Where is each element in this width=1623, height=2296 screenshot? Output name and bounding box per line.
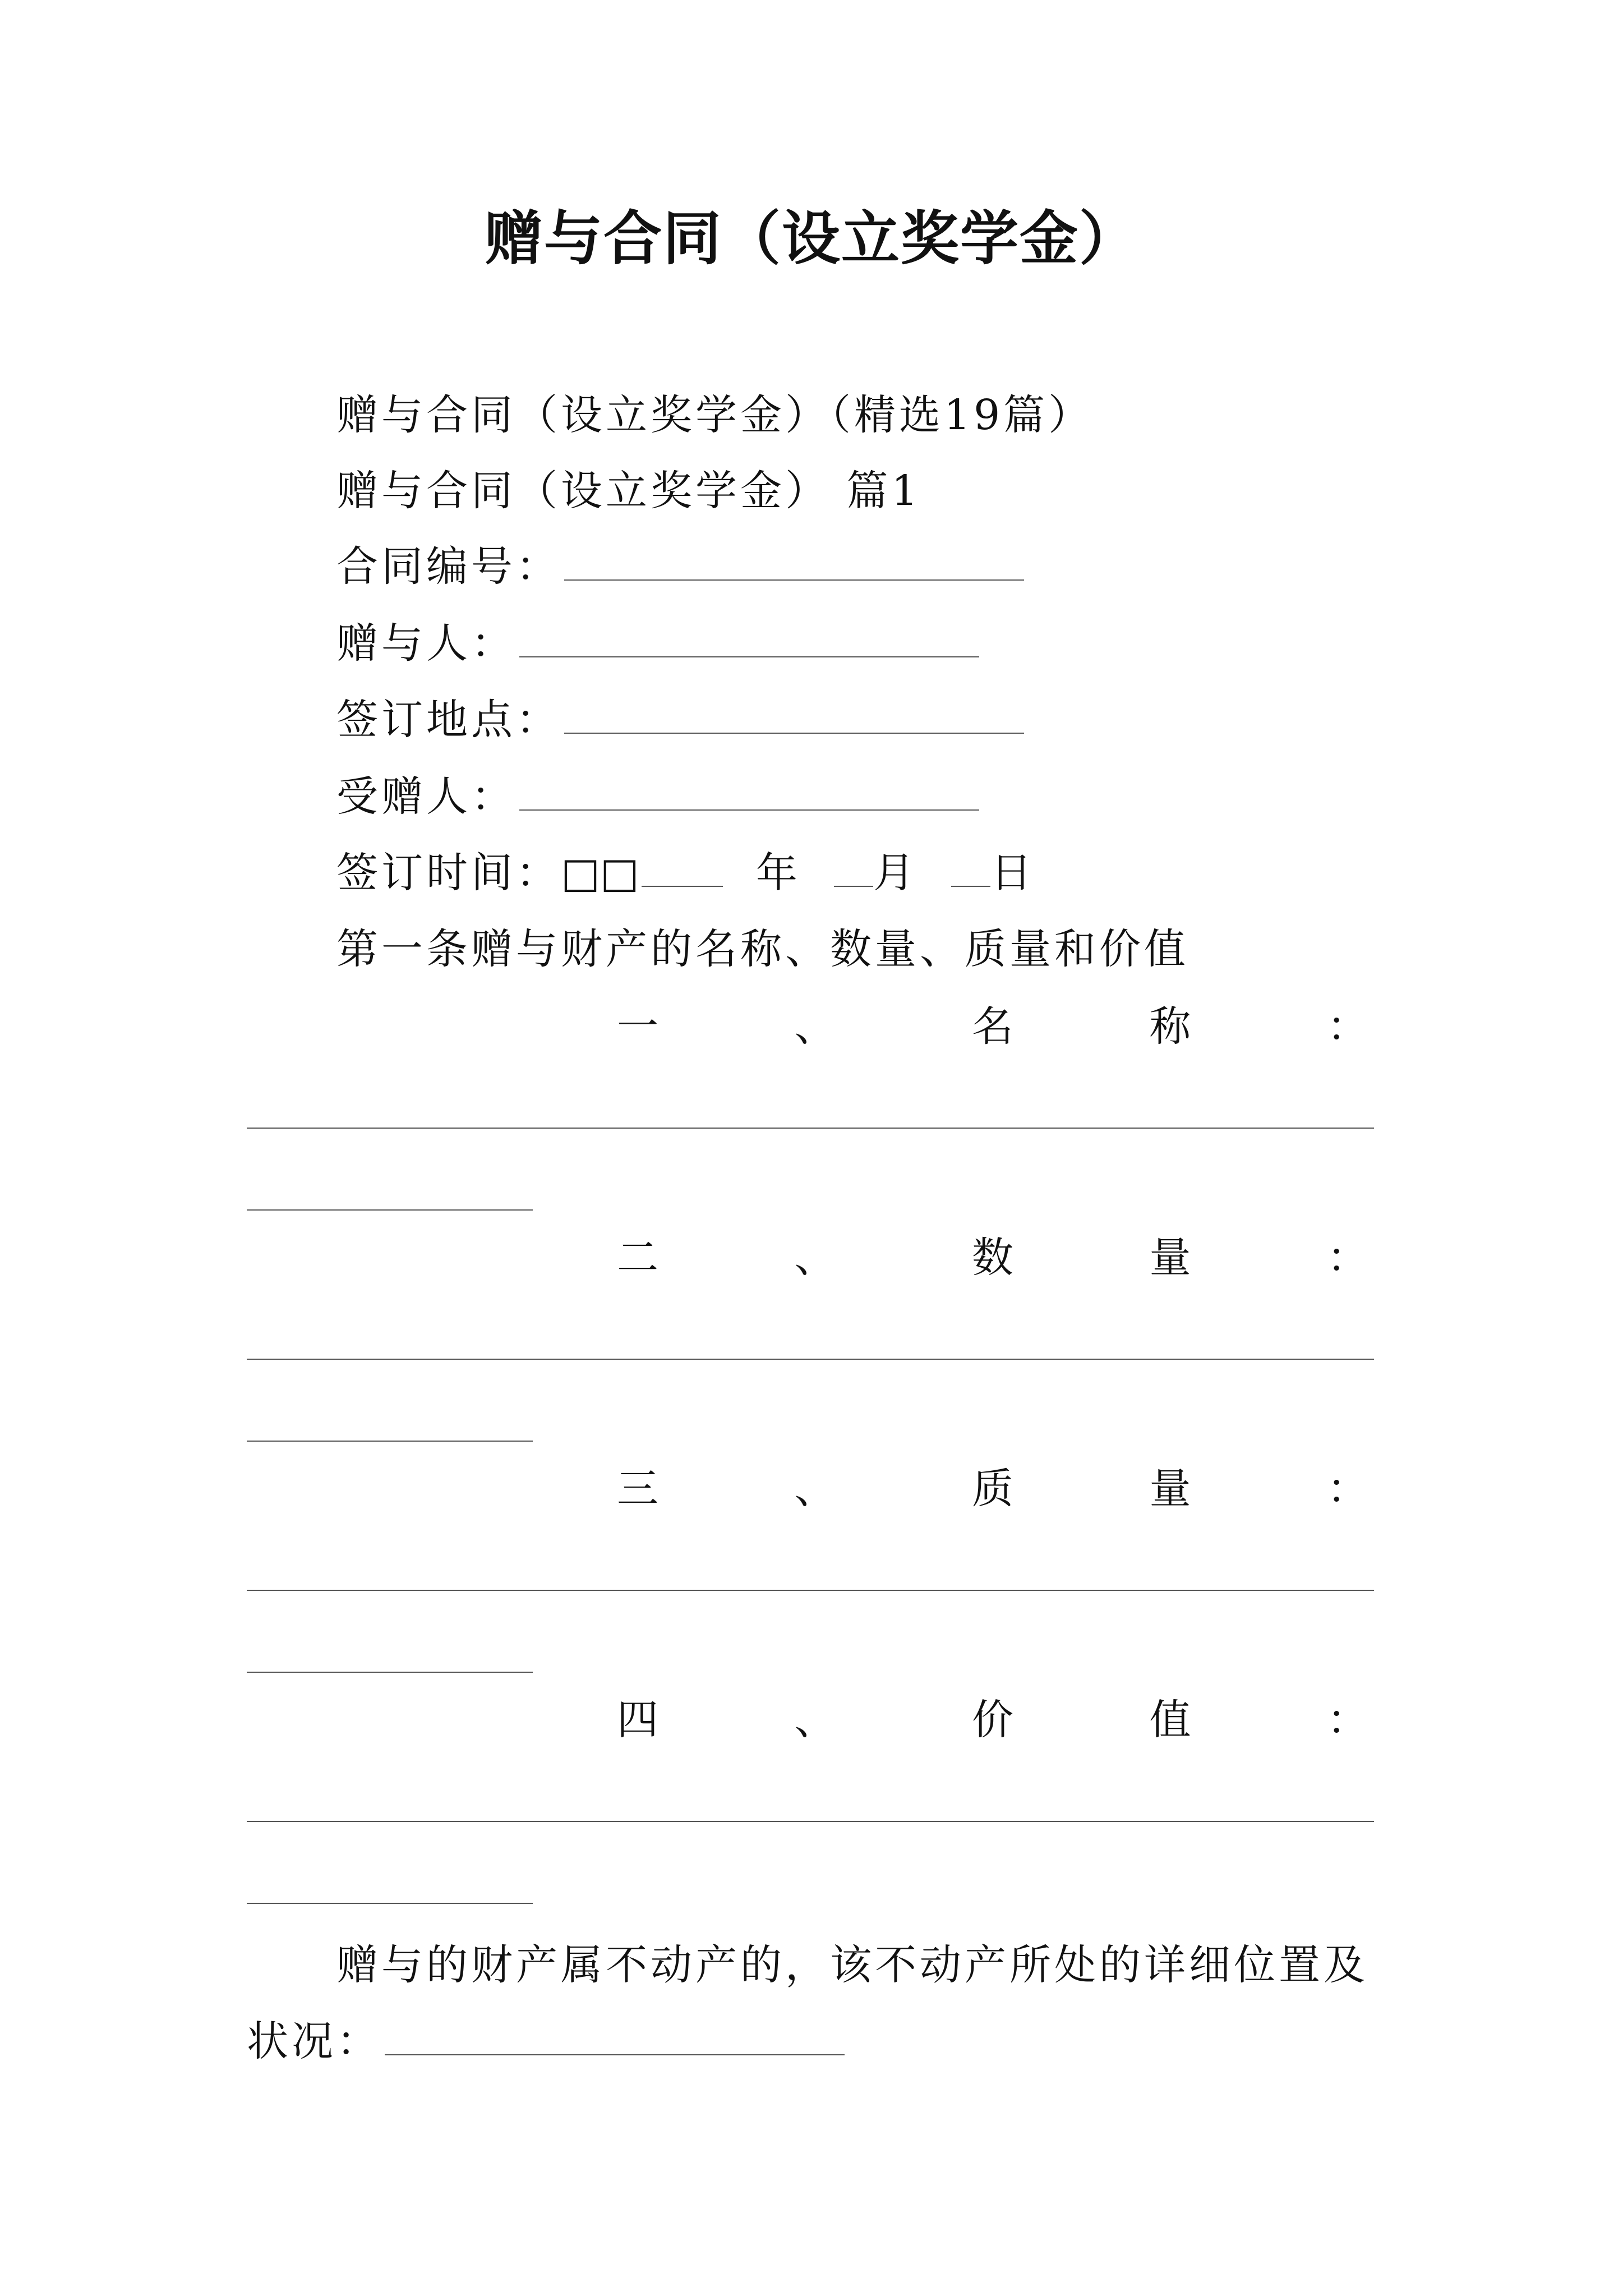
subtitle-text: 赠与合同（设立奖学金）（精选19篇） — [336, 391, 1094, 439]
section-heading-text: 赠与合同（设立奖学金） 篇1 — [336, 467, 921, 515]
contract-number-label: 合同编号： — [336, 542, 561, 591]
day-label: 日 — [990, 849, 1035, 897]
item-separator: 、 — [794, 1465, 836, 1513]
sign-time-row — [336, 845, 1035, 901]
real-estate-paragraph — [247, 1927, 1396, 2079]
donor-row — [336, 615, 979, 671]
article-one-heading — [336, 921, 1189, 977]
contract-number-field[interactable] — [564, 546, 1024, 581]
item-separator: 、 — [794, 1696, 836, 1744]
item-quality-field-continued[interactable] — [247, 1672, 533, 1673]
sign-place-field[interactable] — [564, 699, 1024, 734]
item-label-char: 量 — [1149, 1465, 1191, 1513]
item-quantity-field[interactable] — [247, 1359, 1374, 1360]
item-colon: ： — [1327, 1002, 1368, 1051]
sign-place-row — [336, 692, 1024, 748]
item-value-row — [617, 1692, 1368, 1748]
item-separator: 、 — [794, 1234, 836, 1282]
item-name-row — [617, 999, 1368, 1055]
item-name-field[interactable] — [247, 1128, 1374, 1129]
item-quality-row — [617, 1461, 1368, 1517]
item-label-char: 称 — [1149, 1002, 1191, 1051]
item-number: 二 — [617, 1234, 658, 1282]
item-colon: ： — [1327, 1465, 1368, 1513]
month-field[interactable] — [834, 852, 873, 887]
item-number: 三 — [617, 1465, 658, 1513]
document-title: 赠与合同（设立奖学金） — [484, 204, 1138, 273]
item-label-char: 量 — [1149, 1234, 1191, 1282]
sign-place-label: 签订地点： — [336, 696, 561, 744]
item-label-char: 值 — [1149, 1696, 1191, 1744]
real-estate-field[interactable] — [385, 2021, 845, 2055]
item-value-field-continued[interactable] — [247, 1903, 533, 1904]
item-name-field-continued[interactable] — [247, 1209, 533, 1211]
real-estate-text: 赠与的财产属不动产的，该不动产所处的详细位置及状况： — [247, 1941, 1368, 2065]
sign-time-label: 签订时间： — [336, 849, 561, 897]
article-one-heading-text: 第一条赠与财产的名称、数量、质量和价值 — [336, 925, 1189, 973]
item-colon: ： — [1327, 1234, 1368, 1282]
donor-label: 赠与人： — [336, 619, 516, 668]
item-label-char: 名 — [972, 1002, 1013, 1051]
contract-number-row — [336, 539, 1024, 595]
donor-field[interactable] — [519, 623, 979, 657]
item-label-char: 价 — [972, 1696, 1013, 1744]
donee-label: 受赠人： — [336, 772, 516, 821]
item-quality-field[interactable] — [247, 1590, 1374, 1591]
year-field[interactable] — [642, 852, 723, 887]
donee-row — [336, 769, 979, 825]
item-separator: 、 — [794, 1002, 836, 1051]
month-label: 月 — [873, 849, 918, 897]
sign-time-boxes: □□ — [561, 849, 639, 897]
donee-field[interactable] — [519, 776, 979, 811]
item-quantity-row — [617, 1230, 1368, 1286]
item-label-char: 质 — [972, 1465, 1013, 1513]
item-label-char: 数 — [972, 1234, 1013, 1282]
section-heading — [336, 463, 921, 519]
item-quantity-field-continued[interactable] — [247, 1441, 533, 1442]
item-colon: ： — [1327, 1696, 1368, 1744]
day-field[interactable] — [951, 852, 990, 887]
item-number: 一 — [617, 1002, 658, 1051]
document-subtitle — [336, 387, 1093, 443]
item-value-field[interactable] — [247, 1821, 1374, 1822]
year-label: 年 — [755, 849, 801, 897]
item-number: 四 — [617, 1696, 658, 1744]
